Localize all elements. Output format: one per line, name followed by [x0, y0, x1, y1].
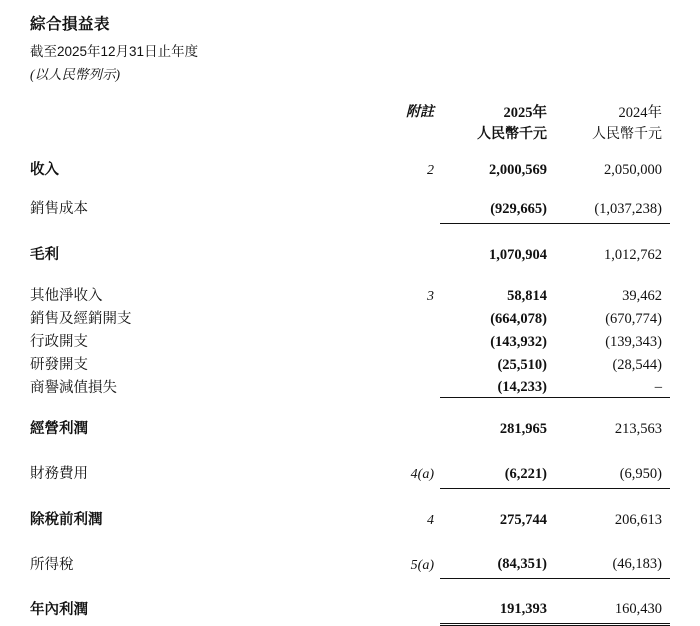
row-label: 所得稅 [30, 556, 74, 573]
spacer [30, 443, 670, 457]
spacer [30, 488, 670, 503]
row-label: 銷售及經銷開支 [30, 310, 132, 327]
page-subtitle: 截至2025年12月31日止年度 [30, 44, 199, 59]
row-value-current: (84,351) [440, 548, 555, 579]
row-value-prior: 1,012,762 [604, 246, 662, 263]
row-note: 4(a) [410, 467, 434, 482]
row-label: 年內利潤 [30, 602, 88, 618]
spacer [30, 579, 670, 594]
row-value-current: (6,221) [440, 457, 555, 488]
table-row [30, 457, 670, 488]
row-note [370, 412, 440, 443]
table-header-row-units [30, 123, 670, 153]
spacer [30, 398, 670, 413]
row-value-current: (25,510) [497, 356, 547, 373]
row-label: 毛利 [30, 246, 59, 263]
row-note: 4 [427, 512, 434, 528]
row-value-current: (664,078) [490, 310, 547, 327]
row-value-prior: 213,563 [614, 421, 662, 437]
header-blank [30, 101, 370, 123]
table-row [30, 153, 670, 184]
table-row [30, 503, 670, 534]
row-note [370, 352, 440, 375]
row-note [370, 306, 440, 329]
row-note [370, 192, 440, 223]
row-note: 2 [427, 163, 434, 178]
table-row [30, 329, 670, 352]
row-label: 研發開支 [30, 356, 88, 373]
row-label: 行政開支 [30, 333, 88, 350]
table-row [30, 306, 670, 329]
row-value-prior: (6,950) [555, 457, 670, 488]
row-label: 商譽減值損失 [30, 379, 117, 396]
header-year-current: 2025年 [503, 105, 547, 121]
table-row [30, 412, 670, 443]
header-blank-2 [30, 123, 370, 153]
header-year-prior: 2024年 [618, 105, 662, 121]
currency-note: (以人民幣列示) [30, 67, 120, 82]
table-header-row-years [30, 101, 670, 123]
spacer [30, 184, 670, 192]
row-value-current: (14,233) [440, 375, 555, 398]
row-value-current: 58,814 [507, 287, 547, 304]
table-row [30, 283, 670, 306]
row-note [370, 329, 440, 352]
page-title: 綜合損益表 [30, 16, 111, 33]
row-label: 收入 [30, 162, 59, 178]
spacer [30, 534, 670, 548]
table-row [30, 238, 670, 269]
header-unit-current: 人民幣千元 [477, 127, 547, 142]
row-label: 除稅前利潤 [30, 511, 103, 528]
table-row [30, 352, 670, 375]
row-value-current: (143,932) [490, 333, 547, 350]
row-value-current: 1,070,904 [489, 246, 547, 263]
table-row [30, 375, 670, 398]
row-label: 經營利潤 [30, 421, 88, 437]
row-value-prior: – [555, 375, 670, 398]
row-note: 3 [427, 288, 434, 304]
table-row [30, 548, 670, 579]
row-value-prior: (28,544) [612, 356, 662, 373]
row-label: 銷售成本 [30, 201, 88, 217]
spacer [30, 269, 670, 283]
row-label: 其他淨收入 [30, 287, 103, 304]
row-note [370, 593, 440, 624]
header-blank-3 [370, 123, 440, 153]
row-value-prior: 39,462 [622, 287, 662, 304]
row-value-prior: 206,613 [614, 511, 662, 528]
row-value-prior: (139,343) [605, 333, 662, 350]
income-statement-table [30, 101, 670, 626]
row-value-prior: 2,050,000 [604, 162, 662, 178]
row-note: 5(a) [410, 557, 434, 573]
row-value-current: 191,393 [440, 593, 555, 624]
table-row [30, 192, 670, 223]
row-value-current: (929,665) [440, 192, 555, 223]
row-value-prior: 160,430 [555, 593, 670, 624]
row-value-current: 2,000,569 [489, 162, 547, 178]
row-value-current: 281,965 [499, 421, 547, 437]
table-row [30, 593, 670, 624]
row-value-prior: (46,183) [555, 548, 670, 579]
row-value-prior: (1,037,238) [555, 192, 670, 223]
row-value-prior: (670,774) [605, 310, 662, 327]
row-note [370, 238, 440, 269]
row-value-current: 275,744 [499, 511, 547, 528]
header-unit-prior: 人民幣千元 [592, 127, 662, 142]
header-note: 附註 [406, 105, 434, 120]
row-note [370, 375, 440, 398]
spacer [30, 223, 670, 238]
row-label: 財務費用 [30, 466, 88, 482]
